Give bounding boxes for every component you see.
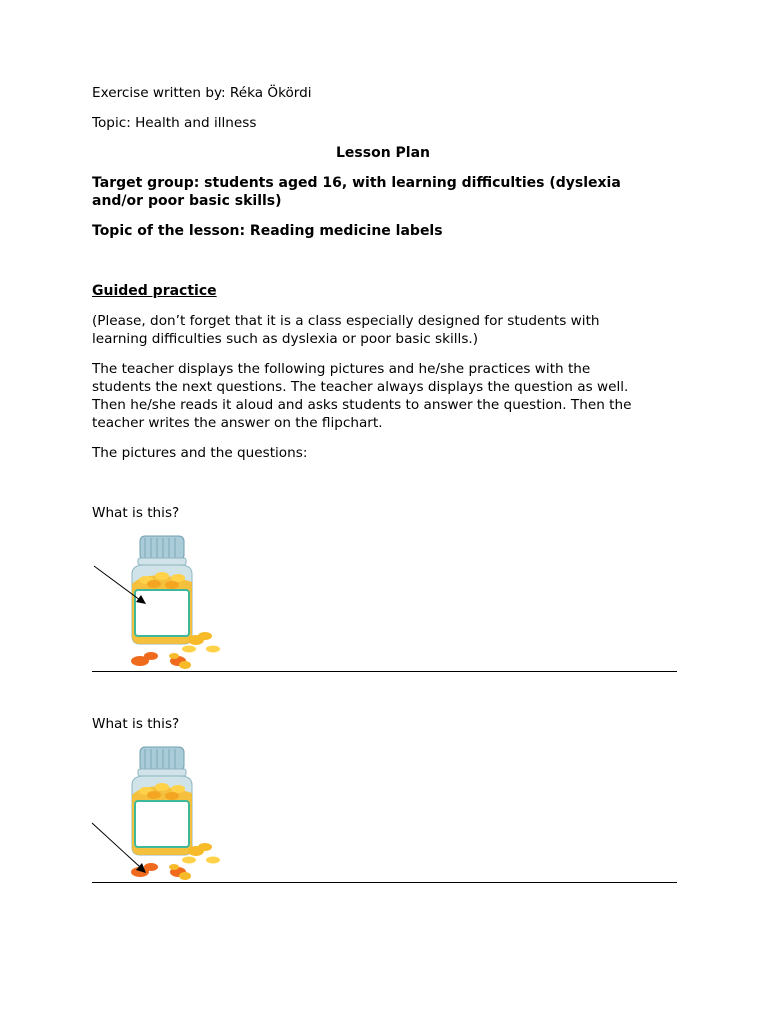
answer-line-1 xyxy=(92,671,677,672)
section-heading: Guided practice xyxy=(92,283,217,299)
paragraph-line-3: Then he/she reads it aloud and asks students to answer the question. Then the xyxy=(92,397,632,413)
note-line-2: learning difficulties such as dyslexia or poor basic skills.) xyxy=(92,331,479,347)
page-title: Lesson Plan xyxy=(336,145,431,161)
pill-bottle-icon xyxy=(132,747,192,855)
paragraph-line-1: The teacher displays the following pictures and he/she practices with the xyxy=(92,361,591,377)
pill-bottle-label-image xyxy=(88,532,228,674)
author-line: Exercise written by: Réka Ökördi xyxy=(92,85,312,101)
pill-bottle-pills-image xyxy=(88,743,228,885)
lesson-topic: Topic of the lesson: Reading medicine labels xyxy=(92,223,443,239)
paragraph-line-4: teacher writes the answer on the flipchart. xyxy=(92,415,383,431)
target-group-line-2: and/or poor basic skills) xyxy=(92,193,282,209)
pictures-intro: The pictures and the questions: xyxy=(92,445,308,461)
pill-bottle-icon xyxy=(132,536,192,644)
question-prompt-2: What is this? xyxy=(92,716,180,732)
target-group-line-1: Target group: students aged 16, with learning difficulties (dyslexia xyxy=(92,175,621,191)
question-prompt-1: What is this? xyxy=(92,505,180,521)
note-line-1: (Please, don’t forget that it is a class especially designed for students with xyxy=(92,313,600,329)
paragraph-line-2: students the next questions. The teacher always displays the question as well. xyxy=(92,379,629,395)
answer-line-2 xyxy=(92,882,677,883)
topic-line: Topic: Health and illness xyxy=(92,115,257,131)
